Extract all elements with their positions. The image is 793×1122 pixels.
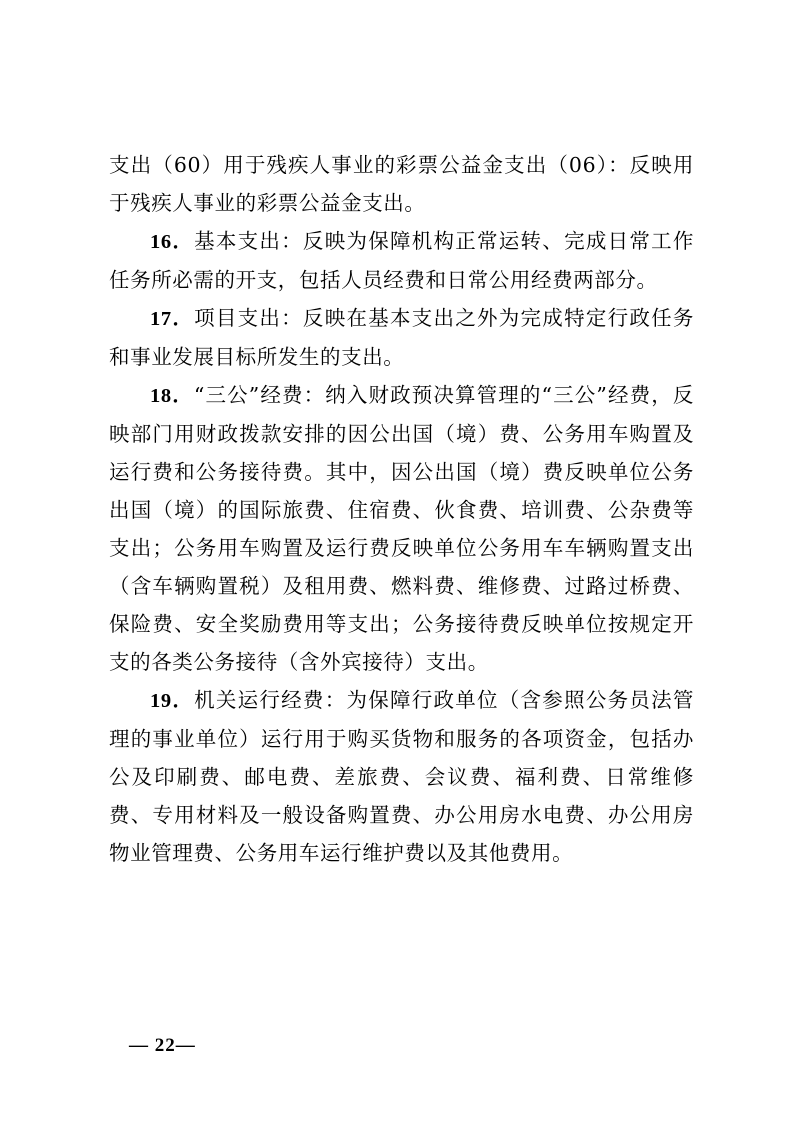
paragraph-text: 项目支出：反映在基本支出之外为完成特定行政任务和事业发展目标所发生的支出。 — [109, 306, 694, 369]
paragraph-number: 16． — [150, 231, 195, 253]
body-text — [109, 146, 694, 872]
paragraph-number: 18． — [150, 385, 194, 407]
paragraph-text: “三公”经费：纳入财政预决算管理的“三公”经费，反映部门用财政拨款安排的因公出国（境）费、公务用车购置及运行费和公务接待费。其中，因公出国（境）费反映单位公务出国（境）的国际旅费、住宿费、伙食费、培训费、公杂费等支出；公务用车购置及运行费反映单位公务用车车辆购置支出（含车辆购置税）及租用费、燃料费、维修费、过路过桥费、保险费、安全奖励费用等支出；公务接待费反映单位按规定开支的各类公务接待（含外宾接待）支出。 — [109, 383, 694, 674]
paragraph-number: 19． — [150, 690, 195, 712]
paragraph-text: 支出（60）用于残疾人事业的彩票公益金支出（06）：反映用于残疾人事业的彩票公益金支出。 — [109, 153, 694, 215]
paragraph-continuation — [109, 146, 694, 222]
paragraph-17 — [109, 299, 694, 376]
paragraph-text: 基本支出：反映为保障机构正常运转、完成日常工作任务所必需的开支，包括人员经费和日常公用经费两部分。 — [109, 229, 694, 292]
paragraph-18 — [109, 376, 694, 681]
page-number: — 22— — [129, 1035, 196, 1056]
paragraph-16 — [109, 222, 694, 299]
paragraph-number: 17． — [150, 308, 195, 330]
paragraph-text: 机关运行经费：为保障行政单位（含参照公务员法管理的事业单位）运行用于购买货物和服务的各项资金，包括办公及印刷费、邮电费、差旅费、会议费、福利费、日常维修费、专用材料及一般设备购置费、办公用房水电费、办公用房物业管理费、公务用车运行维护费以及其他费用。 — [109, 688, 694, 865]
paragraph-19 — [109, 681, 694, 872]
